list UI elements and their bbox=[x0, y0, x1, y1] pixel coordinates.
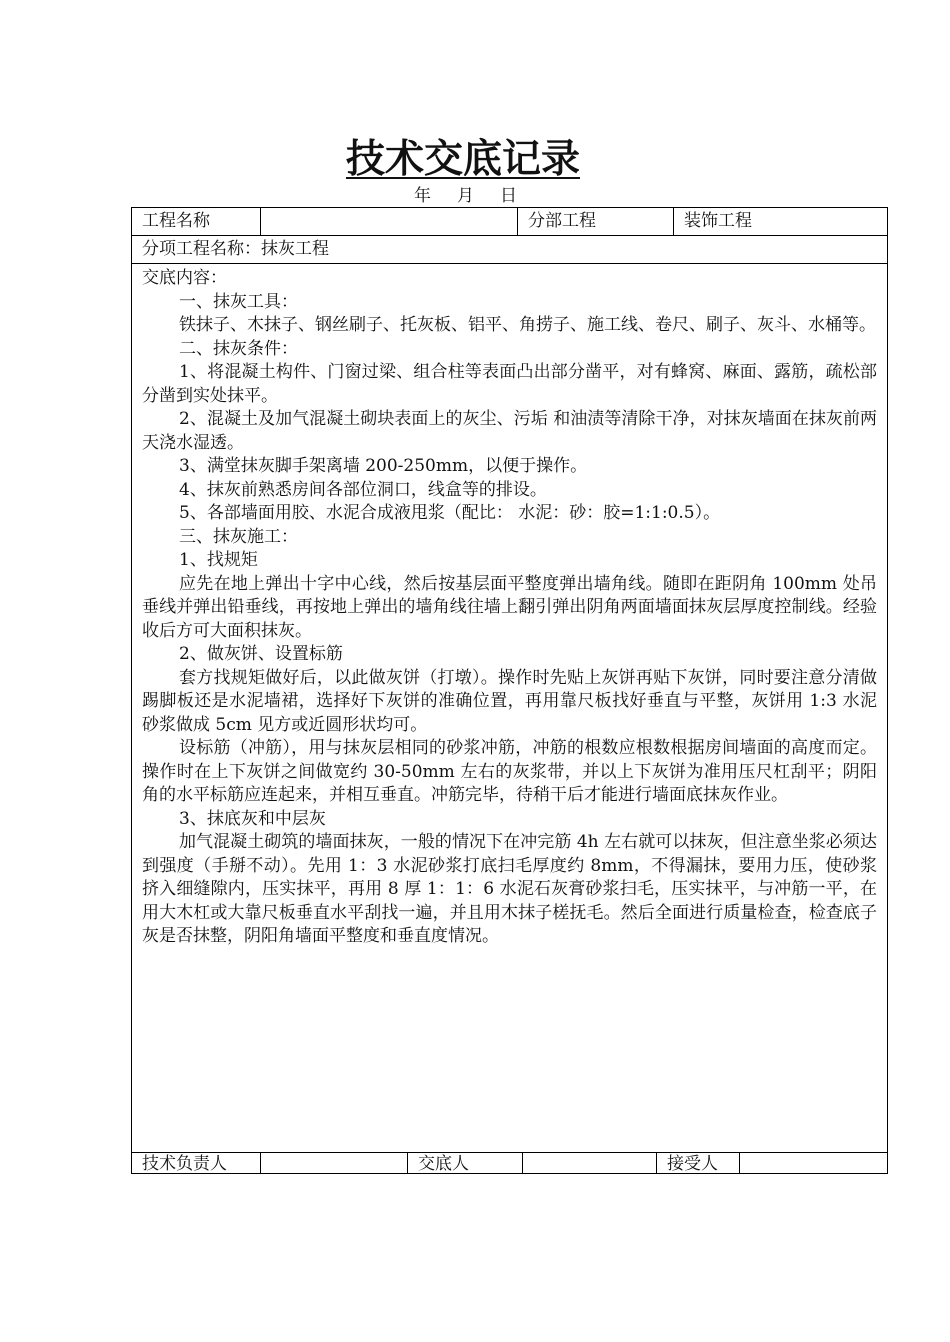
content-paragraph: 加气混凝土砌筑的墙面抹灰，一般的情况下在冲完筋 4h 左右就可以抹灰，但注意坐浆必须达到强度（手掰不动）。先用 1：3 水泥砂浆打底扫毛厚度约 8mm，不得漏抹，要用力压，使砂浆挤入细缝隙内，压实抹平，再用 8 厚 1：1：6 水泥石灰膏砂浆扫毛，压实抹平，与冲筋一平，在用大木杠或大靠尺板垂直水平刮找一遍，并且用木抹子槎抚毛。然后全面进行质量检查，检查底子灰是否抹整，阴阳角墙面平整度和垂直度情况。 bbox=[142, 832, 877, 946]
tech-lead-label: 技术负责人 bbox=[142, 1154, 227, 1174]
content-paragraph: 5、各部墙面用胶、水泥合成液甩浆（配比： 水泥：砂：胶=1:1:0.5）。 bbox=[179, 503, 721, 523]
receiver-field[interactable] bbox=[739, 1153, 887, 1173]
content-paragraph: 二、抹灰条件： bbox=[179, 338, 298, 359]
signature-row bbox=[132, 1153, 887, 1173]
content-paragraph: 一、抹灰工具： bbox=[179, 291, 298, 312]
disclosure-record-table bbox=[131, 207, 888, 1174]
date-line bbox=[414, 181, 543, 206]
content-label: 交底内容： bbox=[142, 268, 227, 288]
content-paragraph: 2、混凝土及加气混凝土砌块表面上的灰尘、污垢 和油渍等清除干净，对抹灰墙面在抹灰前两天浇水湿透。 bbox=[142, 409, 877, 453]
document-title-text: 技术交底记录 bbox=[345, 136, 580, 182]
content-paragraph: 3、抹底灰和中层灰 bbox=[179, 808, 326, 829]
discloser-field[interactable] bbox=[522, 1153, 656, 1173]
content-paragraph: 3、满堂抹灰脚手架离墙 200-250mm，以便于操作。 bbox=[179, 456, 588, 476]
discloser-label: 交底人 bbox=[407, 1153, 522, 1173]
content-paragraph: 三、抹灰施工： bbox=[179, 526, 298, 547]
division-label: 分部工程 bbox=[517, 208, 673, 235]
document-title bbox=[0, 128, 926, 184]
tech-lead-field[interactable] bbox=[260, 1153, 407, 1173]
content-paragraph: 1、找规矩 bbox=[179, 550, 258, 570]
content-paragraph: 铁抹子、木抹子、钢丝刷子、托灰板、铝平、角捞子、施工线、卷尺、刷子、灰斗、水桶等。 bbox=[179, 315, 876, 335]
date-year: 年 bbox=[414, 186, 431, 206]
project-name-label: 工程名称 bbox=[142, 211, 210, 231]
date-day: 日 bbox=[500, 186, 517, 206]
project-info-row bbox=[132, 208, 887, 236]
project-name-field[interactable] bbox=[260, 208, 517, 235]
disclosure-content bbox=[132, 263, 887, 1153]
content-paragraph: 1、将混凝土构件、门窗过梁、组合柱等表面凸出部分凿平，对有蜂窝、麻面、露筋，疏松部分凿到实处抹平。 bbox=[142, 362, 877, 406]
subitem-row bbox=[132, 236, 887, 264]
date-month: 月 bbox=[457, 186, 474, 206]
receiver-label: 接受人 bbox=[656, 1153, 739, 1173]
content-paragraph: 套方找规矩做好后，以此做灰饼（打墩）。操作时先贴上灰饼再贴下灰饼，同时要注意分清做踢脚板还是水泥墙裙，选择好下灰饼的准确位置，再用靠尺板找好垂直与平整，灰饼用 1:3 水泥砂浆做成 5cm 见方或近圆形状均可。 bbox=[142, 667, 877, 735]
subitem-name: 分项工程名称：抹灰工程 bbox=[142, 239, 329, 259]
content-paragraph: 设标筋（冲筋），用与抹灰层相同的砂浆冲筋，冲筋的根数应根数根据房间墙面的高度而定。操作时在上下灰饼之间做宽约 30-50mm 左右的灰浆带，并以上下灰饼为准用压尺杠刮平；阴阳角的水平标筋应连起来，并相互垂直。冲筋完毕，待稍干后才能进行墙面底抹灰作业。 bbox=[142, 738, 877, 805]
division-value: 装饰工程 bbox=[673, 208, 887, 235]
content-paragraph: 4、抹灰前熟悉房间各部位洞口，线盒等的排设。 bbox=[179, 479, 547, 500]
content-paragraph: 2、做灰饼、设置标筋 bbox=[179, 644, 343, 664]
content-paragraph: 应先在地上弹出十字中心线，然后按基层面平整度弹出墙角线。随即在距阴角 100mm 处吊垂线并弹出铅垂线，再按地上弹出的墙角线往墙上翻引弹出阴角两面墙面抹灰层厚度控制线。经验收后方可大面积抹灰。 bbox=[142, 573, 877, 641]
